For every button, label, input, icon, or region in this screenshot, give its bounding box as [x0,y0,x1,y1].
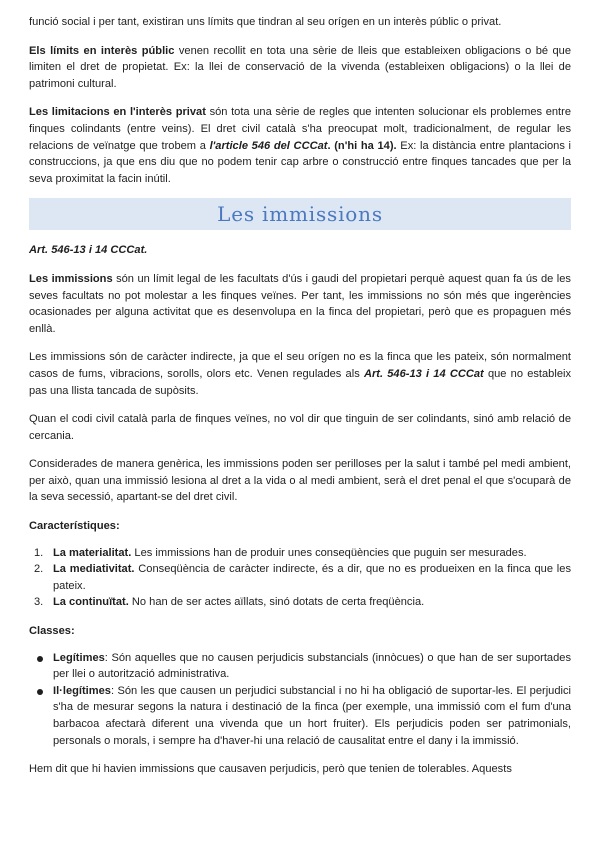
section-heading-banner [29,198,571,230]
features-list [29,545,571,611]
bullet-icon [37,689,43,695]
list-item: 2. La mediativitat. Conseqüència de caràcter indirecte, és a dir, que no es produeixen en la finca que les pateix. [34,563,571,592]
features-heading: Característiques: [29,520,120,533]
article-reference-inline: Art. 546-13 i 14 CCCat [363,367,484,380]
classes-list [29,650,571,750]
list-item: Legítimes: Són aquelles que no causen perjudicis substancials (innòcues) o que han de ser suportades per llei o autorització administrativa. [29,650,571,683]
private-interest-term: Les limitacions en l'interès privat [29,106,206,119]
neighbour-estates-paragraph: Quan el codi civil català parla de finques veïnes, no vol dir que tinguin de ser colindants, sinó amb relació de cercania. [29,413,571,442]
section-article-reference: Art. 546-13 i 14 CCCat. [29,244,148,257]
closing-paragraph: Hem dit que hi havien immissions que causaven perjudicis, però que tenien de tolerables. Aquests [29,763,512,776]
immissions-definition-paragraph: Les immissions són un límit legal de les facultats d'ús i gaudi del propietari perquè aquest quan fa ús de les seves facultats no pot molestar a les finques veïnes. Per tant, les immissions no són més que ingerències ocasionades per alguna activitat que es desenvolupa en la finca del propietari, però que es propaguen més enllà. [29,272,571,335]
intro-paragraph: funció social i per tant, existiran uns límits que tindran al seu orígen en un interès públic o privat. [29,16,502,28]
list-item: Il·legítimes: Són les que causen un perjudici substancial i no hi ha obligació de suportar-les. El perjudici s'ha de mesurar segons la natura i destinació de la finca (per exemple, una immissió com el fum d'una barbacoa afectarà diferent una vivenda que un hort fruiter). Els perjudicis poden ser patrimonials, personals o morals, i sempre ha d'haver-hi una relació de causalitat entre el dany i la immissió. [29,683,571,749]
immissions-nature-paragraph: Les immissions són de caràcter indirecte, ja que el seu orígen no es la finca que les pateix, són normalment casos de fums, vibracions, sorolls, olors etc. Venen regulades als Art. 546-13 i 14 CCCat que no estableix pas una llista tancada de supòsits. [29,351,571,397]
immissions-term: Les immissions [29,272,113,285]
private-interest-paragraph: Les limitacions en l'interès privat són tota una sèrie de regles que intenten solucionar els problemes entre finques colindants (entre veins). El dret civil català s'ha preocupat molt, tradicionalment, de regular les relacions de veïnatge que trobem a l'article 546 del CCCat. (n'hi ha 14). Ex: la distància entre plantacions i construccions, ja que ens diu que no podem tenir cap arbre o construcció entre finques tancades que per la seva proximitat la facin inútil. [29,106,572,185]
list-item: 3. La continuïtat. No han de ser actes aïllats, sinó dotats de certa freqüència. [34,596,425,609]
section-title: Les immissions [217,202,383,227]
public-interest-paragraph: Els límits en interès públic venen recollit en tota una sèrie de lleis que estableixen obligacions o bé que limiten el dret de propietat. Ex: la llei de conservació de la vivenda (estableixen obligacions) o la llei de patrimoni cultural. [29,44,571,90]
health-environment-paragraph: Considerades de manera genèrica, les immissions poden ser perilloses per la salut i també pel medi ambient, per això, quan una immissió lesiona al dret a la vida o al medi ambient, serà el dret penal el que s'ocuparà de la seva secessió, apartant-se del dret civil. [29,458,571,504]
bullet-icon [37,656,43,662]
public-interest-term: Els límits en interès públic [29,44,175,57]
article-reference: l'article 546 del CCCat [209,139,328,152]
classes-heading: Classes: [29,625,75,638]
list-item: 1. La materialitat. Les immissions han de produir unes conseqüències que puguin ser mesurades. [34,546,527,559]
